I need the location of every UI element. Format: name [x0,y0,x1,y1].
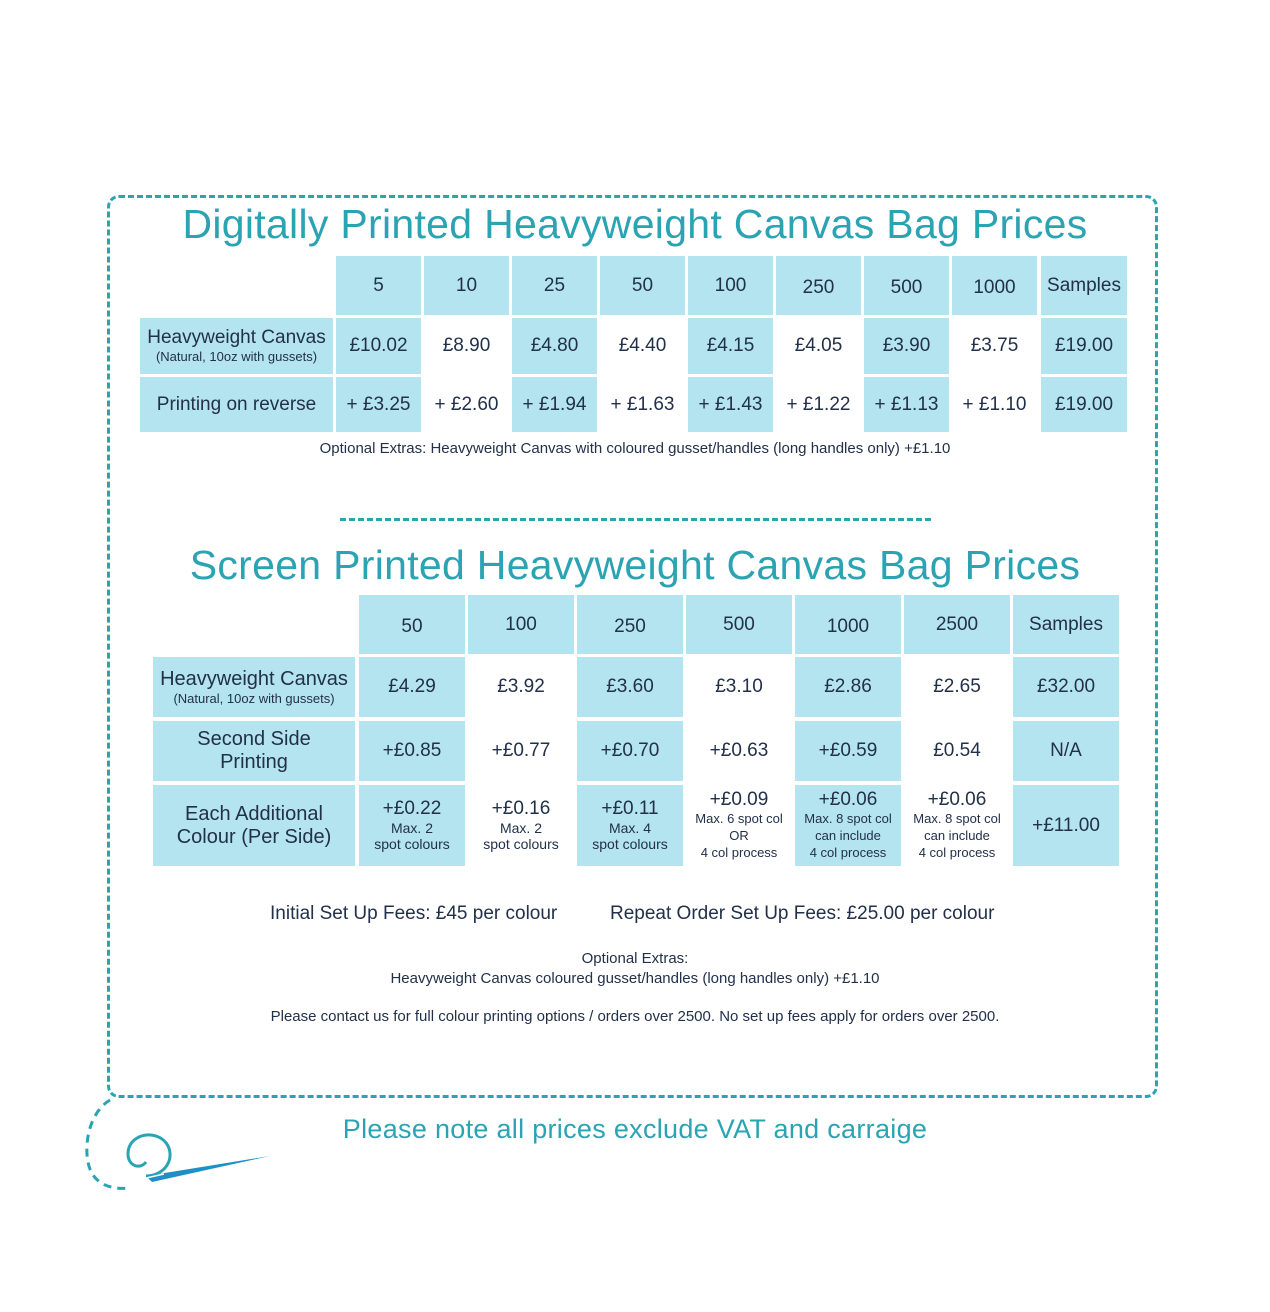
row-label-text: Second Side [197,728,311,750]
digital-row-label-reverse: Printing on reverse [140,377,333,432]
digital-qty-header: 5 [336,256,421,315]
colour-note: spot colours [374,836,450,853]
screen-colour-cell [577,785,683,866]
digital-qty-header: 10 [424,256,509,315]
colour-note: can include [924,827,990,843]
screen-price-cell: £2.65 [933,676,981,698]
digital-row-label-canvas [140,318,333,374]
colour-note: 4 col process [700,844,778,860]
screen-price-cell: +£0.70 [577,721,683,781]
screen-samples-price-cell: £32.00 [1013,657,1119,717]
needle-and-thread-icon [80,1092,280,1202]
screen-samples-price-cell: N/A [1013,721,1119,781]
screen-qty-header: 100 [468,595,574,654]
colour-note: Max. 8 spot col [913,811,1001,827]
digital-price-cell: + £1.63 [610,393,675,415]
colour-price: +£0.06 [818,789,878,811]
screen-samples-header: Samples [1013,595,1119,654]
screen-qty-header: 50 [359,595,465,654]
digital-samples-price-cell: £19.00 [1041,377,1127,432]
screen-colour-cell [686,785,792,866]
screen-qty-header: 2500 [904,595,1010,654]
screen-qty-header: 250 [577,595,683,654]
digital-qty-header: 250 [776,256,861,315]
digital-price-cell: £3.90 [864,318,949,374]
screen-price-cell: +£0.63 [709,740,769,762]
screen-qty-header: 500 [686,595,792,654]
screen-row-label-second-side [153,721,355,781]
digital-qty-header: 500 [864,256,949,315]
screen-colour-cell [359,785,465,866]
colour-note: 4 col process [809,844,887,860]
colour-note: Max. 2 [499,819,542,836]
digital-price-cell: £3.75 [970,335,1019,357]
screen-price-cell: +£0.59 [795,721,901,781]
digital-price-cell: + £1.10 [962,393,1027,415]
colour-note: Max. 8 spot col [804,811,892,827]
colour-note: Max. 4 [608,819,651,836]
colour-price: +£0.16 [491,797,551,819]
screen-samples-colour-cell [1013,785,1119,866]
screen-qty-header: 1000 [795,595,901,654]
digital-qty-header: 50 [600,256,685,315]
colour-note: 4 col process [918,844,996,860]
digital-price-cell: + £1.43 [688,377,773,432]
screen-price-cell: £2.86 [795,657,901,717]
section-divider [340,518,931,521]
digital-price-cell: + £2.60 [434,393,499,415]
digital-optional-extras: Optional Extras: Heavyweight Canvas with coloured gusset/handles (long handles only) +£1.10 [319,440,951,457]
digital-qty-header: 1000 [952,256,1037,315]
initial-setup-fees: Initial Set Up Fees: £45 per colour [270,903,558,924]
row-label-text: Printing [220,751,288,773]
digital-section-title: Digitally Printed Heavyweight Canvas Bag Prices [182,201,1088,247]
digital-price-cell: + £1.13 [864,377,949,432]
screen-price-cell: £3.92 [497,676,545,698]
digital-price-cell: + £1.22 [786,393,851,415]
row-sublabel-text: (Natural, 10oz with gussets) [155,349,318,365]
screen-price-cell: +£0.77 [491,740,551,762]
digital-price-cell: £4.80 [512,318,597,374]
row-sublabel-text: (Natural, 10oz with gussets) [173,690,335,706]
row-label-text: Heavyweight Canvas [160,667,348,690]
screen-row-label-canvas [153,657,355,717]
colour-note: can include [815,827,881,843]
screen-colour-cell [904,785,1010,866]
screen-price-cell: +£0.85 [359,721,465,781]
screen-price-cell: £3.10 [715,676,763,698]
digital-qty-header: 100 [688,256,773,315]
digital-samples-header: Samples [1041,256,1127,315]
screen-colour-cell [468,785,574,866]
colour-note: spot colours [592,836,668,853]
screen-colour-cell [795,785,901,866]
digital-price-cell: £4.15 [688,318,773,374]
digital-samples-price-cell: £19.00 [1041,318,1127,374]
digital-price-cell: £8.90 [442,335,491,357]
colour-price: +£0.22 [382,797,442,819]
colour-price: +£0.09 [709,789,769,811]
screen-price-cell: £0.54 [933,740,981,762]
screen-optional-extras-text: Heavyweight Canvas coloured gusset/handles (long handles only) +£1.10 [390,970,880,987]
colour-note: Max. 6 spot col [695,811,783,827]
digital-price-cell: £4.40 [618,335,667,357]
digital-price-cell: + £3.25 [336,377,421,432]
colour-note: spot colours [483,836,559,853]
row-label-text: Each Additional [185,802,323,825]
digital-price-cell: £4.05 [794,335,843,357]
colour-price: +£0.06 [927,789,987,811]
colour-price: +£11.00 [1032,814,1100,836]
screen-section-title: Screen Printed Heavyweight Canvas Bag Prices [189,542,1081,588]
screen-row-label-additional-colour [153,785,355,866]
digital-qty-header: 25 [512,256,597,315]
digital-price-cell: + £1.94 [512,377,597,432]
vat-note: Please note all prices exclude VAT and carraige [342,1114,928,1144]
digital-price-cell: £10.02 [336,318,421,374]
contact-note: Please contact us for full colour printing options / orders over 2500. No set up fees apply for orders over 2500. [270,1008,1000,1025]
row-label-text: Colour (Per Side) [176,825,332,848]
colour-note: Max. 2 [390,819,433,836]
screen-optional-extras-heading: Optional Extras: [581,950,689,967]
repeat-setup-fees: Repeat Order Set Up Fees: £25.00 per colour [610,903,995,924]
colour-note: OR [729,827,749,843]
row-label-text: Heavyweight Canvas [147,327,326,349]
colour-price: +£0.11 [601,797,659,819]
screen-price-cell: £3.60 [577,657,683,717]
screen-price-cell: £4.29 [359,657,465,717]
